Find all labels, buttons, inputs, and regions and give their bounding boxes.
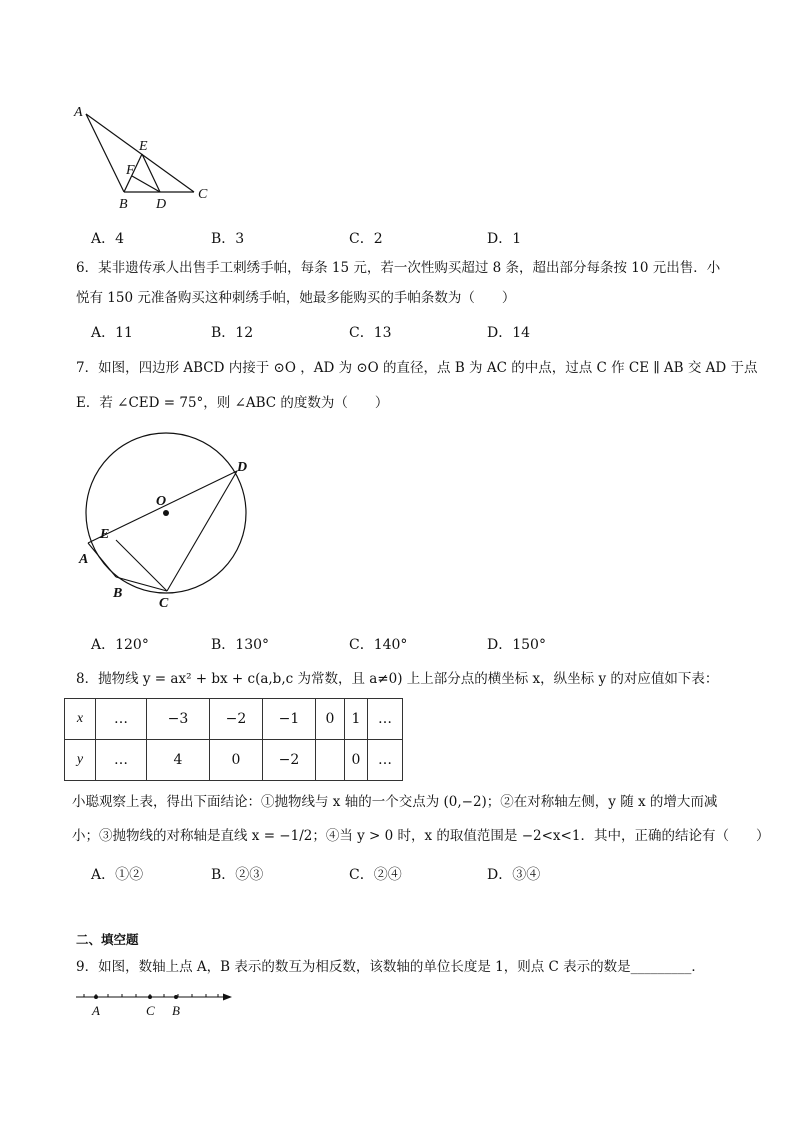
q7-option-b[interactable]: B．130°: [211, 637, 270, 653]
table-cell: 4: [147, 740, 210, 781]
label-c: C: [146, 1003, 155, 1018]
table-cell: …: [368, 699, 403, 740]
q7-option-a[interactable]: A．120°: [91, 637, 149, 653]
table-cell: …: [96, 740, 147, 781]
table-row-y: [65, 740, 403, 781]
segment-ab: [86, 114, 124, 192]
q6-option-b[interactable]: B．12: [211, 325, 254, 341]
segment-ec: [116, 540, 167, 591]
table-row-x: [65, 699, 403, 740]
q8-stem-line3: 小；③抛物线的对称轴是直线 x = −1/2；④当 y > 0 时，x 的取值范围是 −2<x<1．其中，正确的结论有（ ）: [72, 828, 770, 844]
table-cell: −1: [263, 699, 316, 740]
q6-option-d[interactable]: D．14: [487, 325, 531, 341]
q7-stem-line1: 7．如图，四边形 ABCD 内接于 ⊙O ，AD 为 ⊙O 的直径，点 B 为 AC 的中点，过点 C 作 CE ∥ AB 交 AD 于点: [76, 360, 758, 376]
table-cell: x: [65, 699, 96, 740]
label-e: E: [100, 527, 110, 542]
label-a: A: [92, 1003, 100, 1018]
q5-option-b[interactable]: B．3: [211, 231, 245, 247]
table-cell: y: [65, 740, 96, 781]
center-point: [163, 510, 169, 516]
q8-value-table: [64, 698, 403, 781]
q9-stem: 9．如图，数轴上点 A，B 表示的数互为相反数，该数轴的单位长度是 1，则点 C 表示的数是_________．: [76, 959, 705, 975]
label-c: C: [159, 596, 169, 611]
section-title: 二、填空题: [76, 932, 139, 947]
arrow-icon: [223, 994, 232, 1001]
label-a: A: [74, 105, 83, 120]
table-cell: …: [368, 740, 403, 781]
q8-option-b[interactable]: B．②③: [211, 867, 264, 883]
table-cell: 0: [345, 740, 368, 781]
point-c: [148, 995, 152, 999]
label-d: D: [237, 460, 248, 475]
q8-option-c[interactable]: C．②④: [349, 867, 402, 883]
label-d: D: [156, 197, 167, 212]
table-cell: −3: [147, 699, 210, 740]
table-cell: [316, 740, 345, 781]
q7-circle-figure: [75, 425, 275, 615]
q6-stem-line2: 悦有 150 元准备购买这种刺绣手帕，她最多能购买的手帕条数为（ ）: [76, 290, 516, 306]
q5-option-c[interactable]: C．2: [349, 231, 383, 247]
table-cell: 0: [210, 740, 263, 781]
q5-option-a[interactable]: A．4: [91, 231, 125, 247]
q8-option-a[interactable]: A．①②: [91, 867, 144, 883]
q9-number-line: [70, 988, 240, 1020]
point-b: [174, 995, 178, 999]
table-cell: 0: [316, 699, 345, 740]
q8-stem-line1: 8．抛物线 y = ax² + bx + c(a,b,c 为常数，且 a≠0) 上上部分点的横坐标 x，纵坐标 y 的对应值如下表：: [76, 671, 719, 687]
q8-stem-line2: 小聪观察上表，得出下面结论：①抛物线与 x 轴的一个交点为 (0,−2)；②在对称轴左侧，y 随 x 的增大而减: [72, 794, 718, 810]
q7-option-c[interactable]: C．140°: [349, 637, 408, 653]
label-c: C: [198, 187, 208, 202]
table-cell: −2: [263, 740, 316, 781]
label-b: B: [113, 586, 123, 601]
segment-ab: [88, 543, 116, 577]
segment-dc: [167, 471, 237, 591]
q5-option-d[interactable]: D．1: [487, 231, 522, 247]
label-b: B: [172, 1003, 180, 1018]
q6-stem-line1: 6．某非遗传承人出售手工刺绣手帕，每条 15 元，若一次性购买超过 8 条，超出部分每条按 10 元出售．小: [76, 260, 721, 276]
label-a: A: [79, 552, 89, 567]
label-e: E: [139, 139, 148, 154]
q5-triangle-figure: [70, 100, 220, 215]
table-cell: 1: [345, 699, 368, 740]
q8-option-d[interactable]: D．③④: [487, 867, 541, 883]
table-cell: …: [96, 699, 147, 740]
point-a: [94, 995, 98, 999]
label-b: B: [119, 197, 128, 212]
q7-option-d[interactable]: D．150°: [487, 637, 546, 653]
q7-stem-line2: E．若 ∠CED = 75°，则 ∠ABC 的度数为（ ）: [76, 395, 389, 411]
label-f: F: [126, 163, 135, 178]
table-cell: −2: [210, 699, 263, 740]
q6-option-c[interactable]: C．13: [349, 325, 392, 341]
q6-option-a[interactable]: A．11: [91, 325, 133, 341]
label-o: O: [156, 494, 167, 509]
